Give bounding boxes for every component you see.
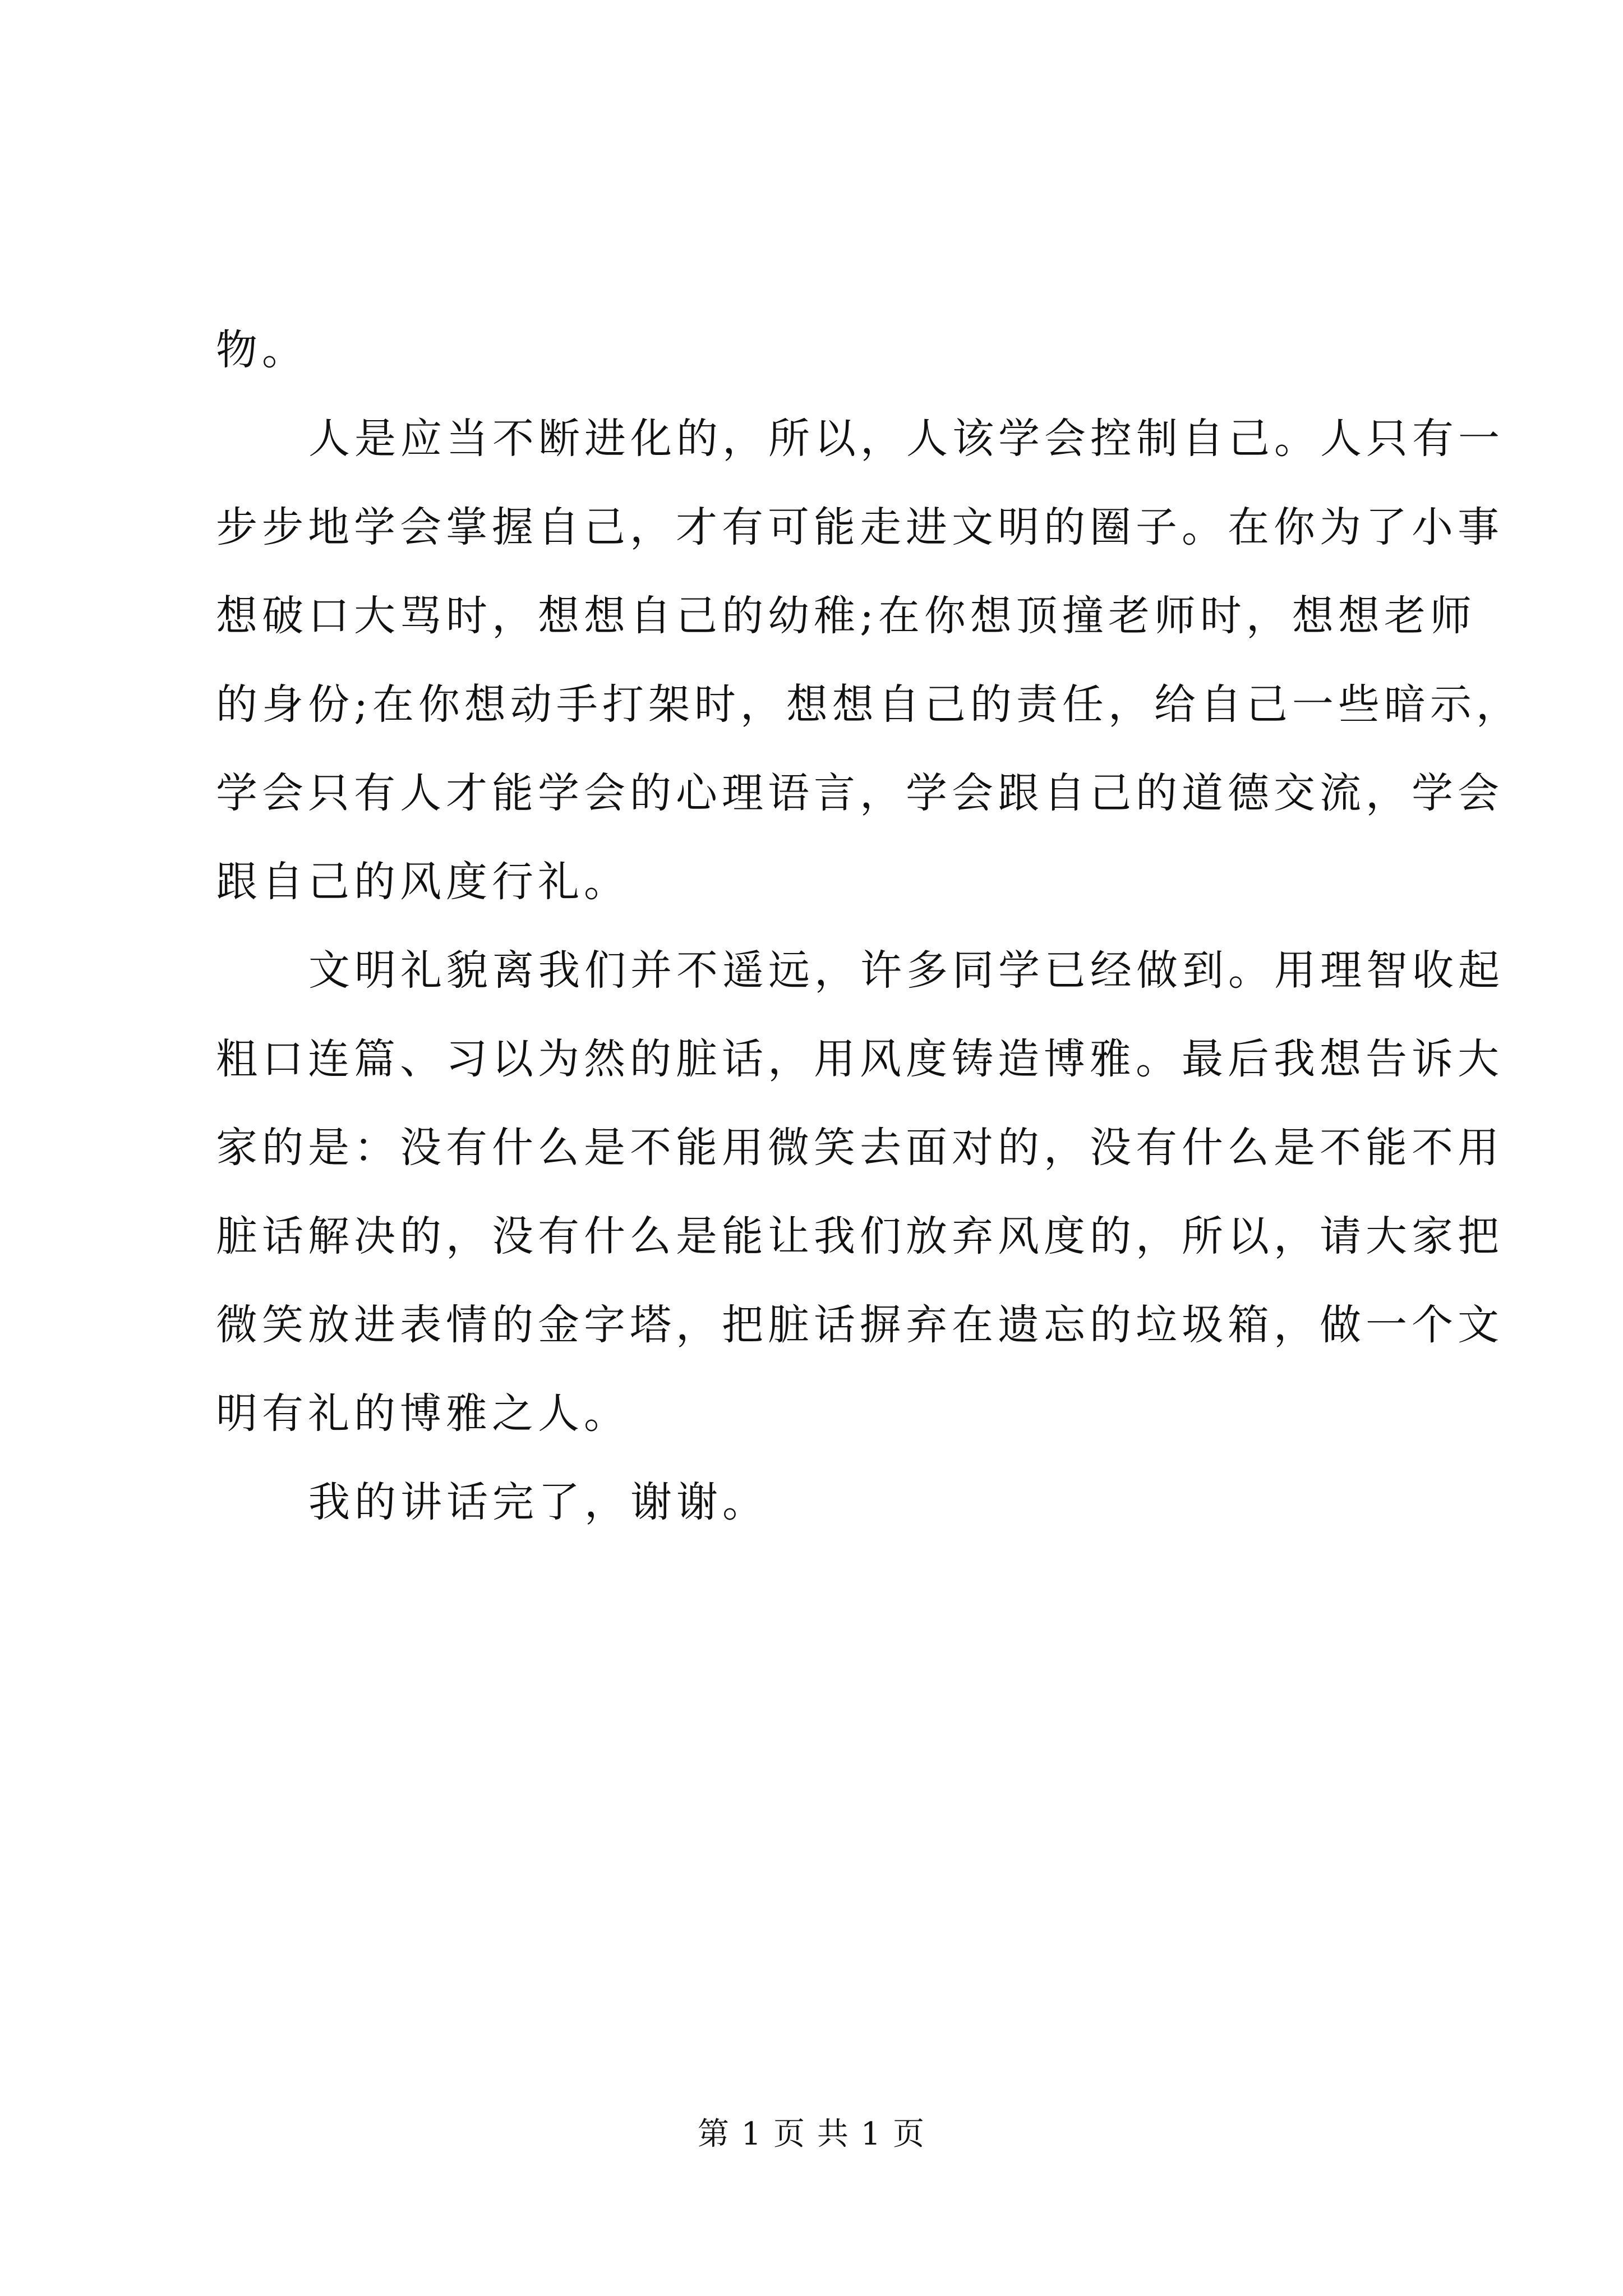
paragraph-start-line: 人是应当不断进化的，所以，人该学会控制自己。人只有一 <box>308 415 1504 463</box>
text-line: 粗口连篇、习以为然的脏话，用风度铸造博雅。最后我想告诉大 <box>216 1035 1504 1083</box>
text-line: 微笑放进表情的金字塔，把脏话摒弃在遗忘的垃圾箱，做一个文 <box>216 1301 1504 1349</box>
document-body <box>216 306 1522 1547</box>
text-line: 想破口大骂时，想想自己的幼稚;在你想顶撞老师时，想想老师 <box>216 592 1476 640</box>
text-line: 学会只有人才能学会的心理语言，学会跟自己的道德交流，学会 <box>216 769 1504 817</box>
text-line: 跟自己的风度行礼。 <box>216 858 630 906</box>
text-line: 家的是：没有什么是不能用微笑去面对的，没有什么是不能不用 <box>216 1124 1504 1172</box>
text-line: 步步地学会掌握自己，才有可能走进文明的圈子。在你为了小事 <box>216 503 1504 551</box>
text-line: 物。 <box>216 326 308 374</box>
paragraph-start-line: 文明礼貌离我们并不遥远，许多同学已经做到。用理智收起 <box>308 946 1504 995</box>
text-line: 的身份;在你想动手打架时，想想自己的责任，给自己一些暗示， <box>216 680 1522 729</box>
text-line: 明有礼的博雅之人。 <box>216 1389 630 1438</box>
text-line: 脏话解决的，没有什么是能让我们放弃风度的，所以，请大家把 <box>216 1212 1504 1260</box>
paragraph-start-line: 我的讲话完了，谢谢。 <box>308 1478 768 1526</box>
page-footer: 第 1 页 共 1 页 <box>697 2116 926 2152</box>
